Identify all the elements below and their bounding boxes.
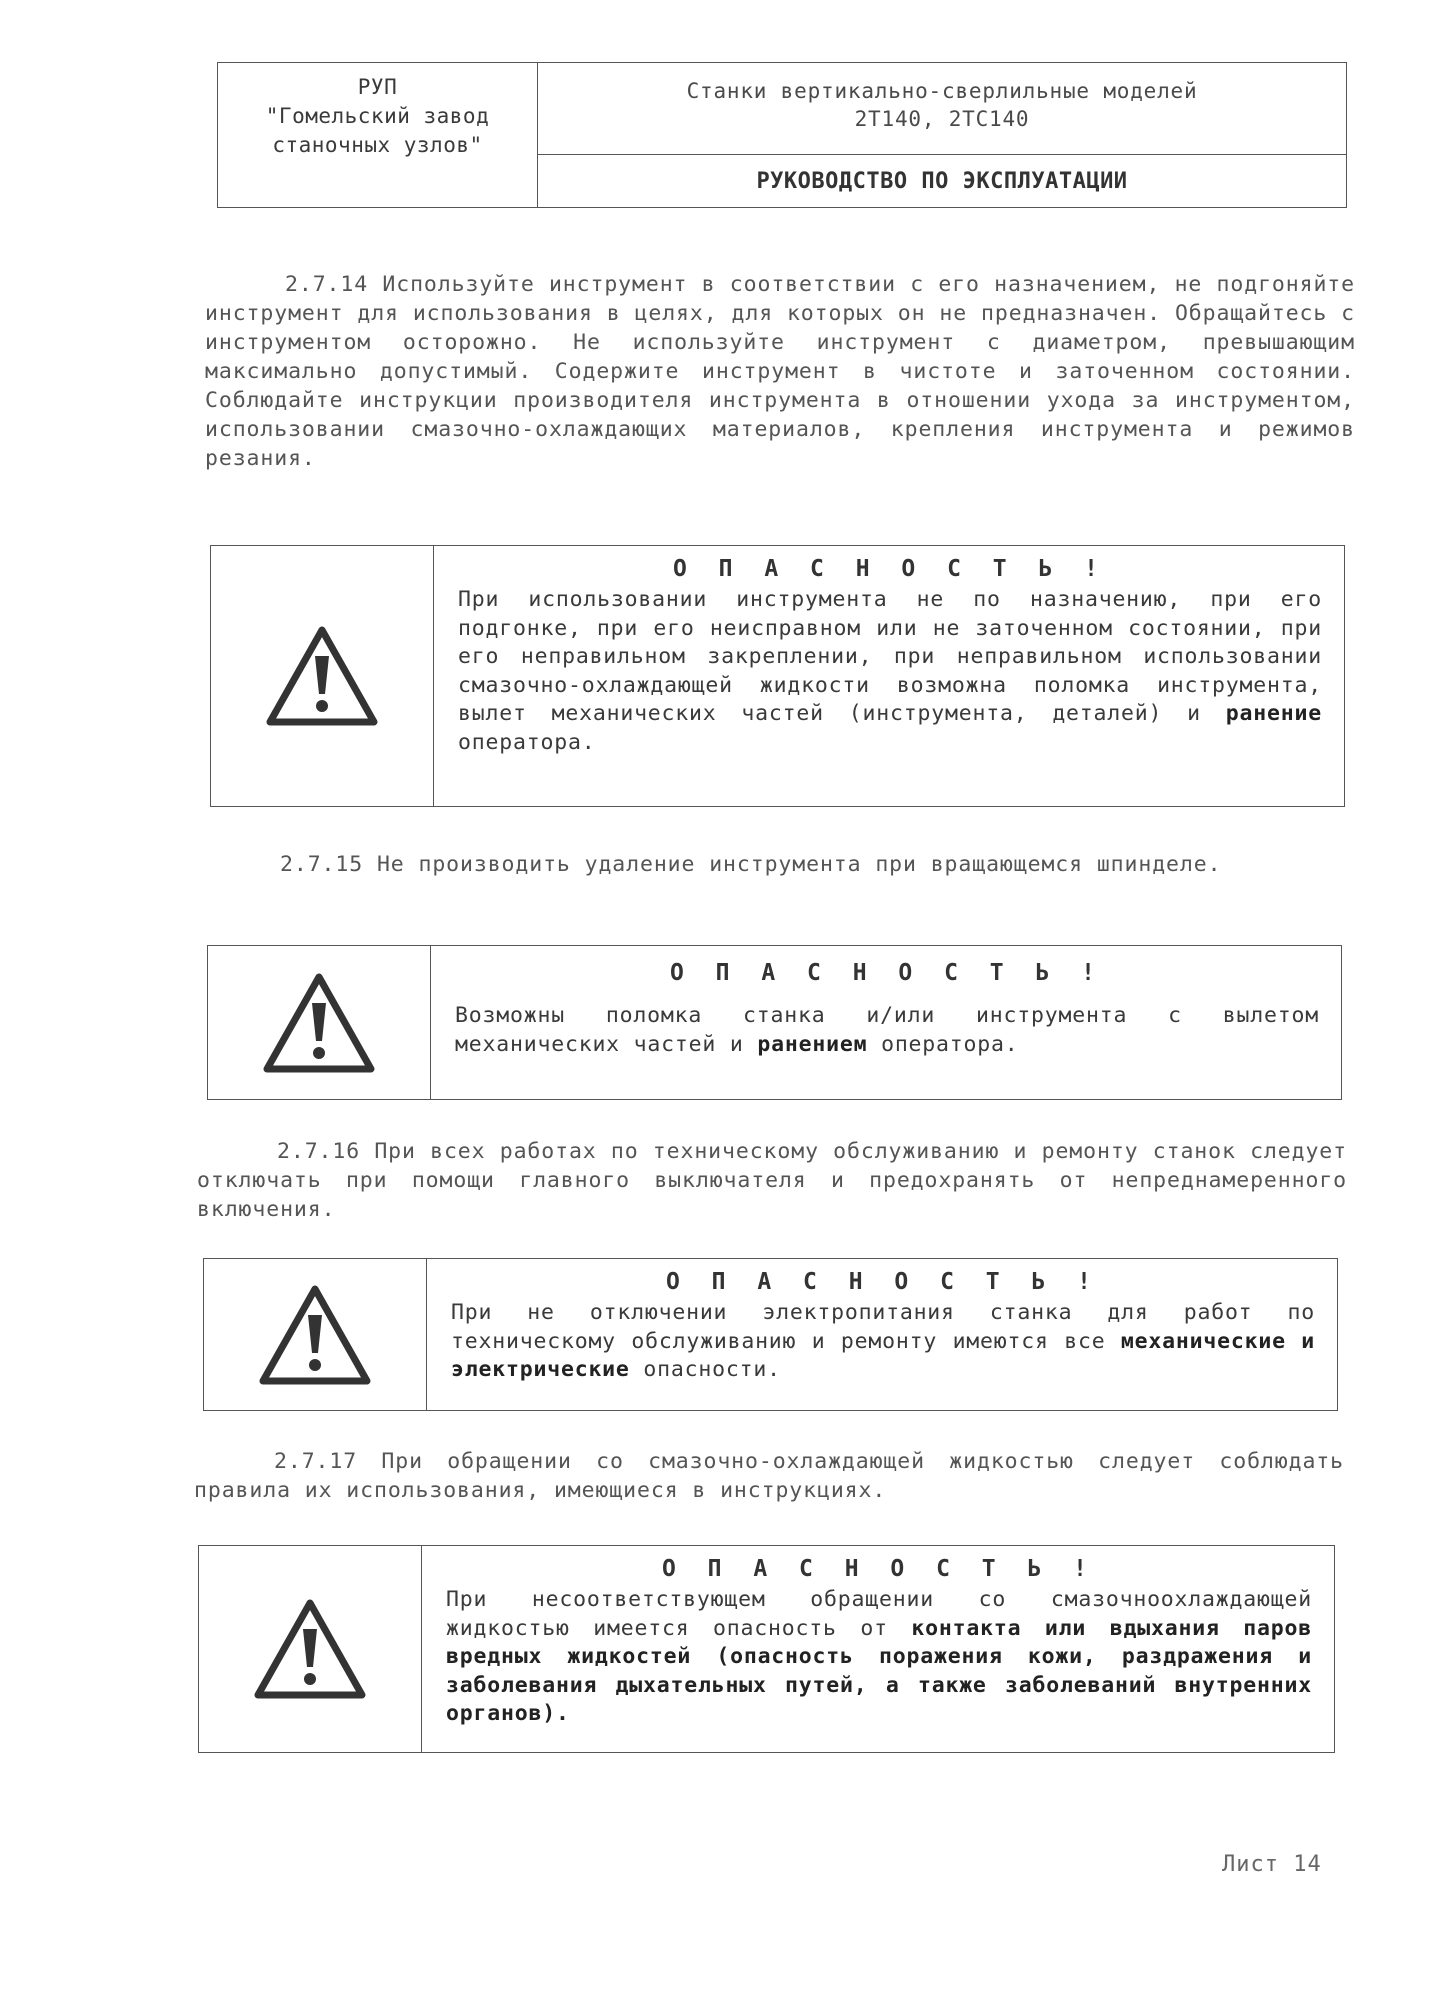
- warning-triangle-icon: [252, 1597, 368, 1701]
- section-text: При всех работах по техническому обслуживанию и ремонту станок следует отключать при помощи главного выключателя и предохранять от непреднамеренного включения.: [197, 1139, 1347, 1222]
- danger-icon-cell: [204, 1259, 427, 1410]
- section-2-7-16: [197, 1137, 1347, 1224]
- danger-text-main: При использовании инструмента не по назначению, при его подгонке, при его неисправном или не заточенном состоянии, при его неправильном закреплении, при неправильном использовании смазочно-охлаждающей жидкости возможна поломка инструмента, вылет механических частей (инструмента, деталей) и: [458, 587, 1322, 726]
- product-line-1: Станки вертикально-сверлильные моделей: [686, 79, 1198, 103]
- org-line-2: "Гомельский завод: [265, 104, 490, 128]
- danger-text: [451, 1299, 1315, 1385]
- danger-content: [427, 1259, 1337, 1410]
- danger-icon-cell: [211, 546, 434, 806]
- danger-content: [434, 546, 1344, 806]
- danger-title: О П А С Н О С Т Ь !: [665, 1269, 1101, 1295]
- danger-text-tail: оператора.: [867, 1031, 1019, 1057]
- section-number: 2.7.14: [285, 272, 369, 297]
- document-type: РУКОВОДСТВО ПО ЭКСПЛУАТАЦИИ: [756, 168, 1128, 194]
- product-cell: [538, 63, 1346, 207]
- danger-text-tail: оператора.: [458, 729, 596, 755]
- section-number: 2.7.16: [277, 1139, 361, 1164]
- danger-text-emphasis: ранением: [757, 1031, 868, 1057]
- danger-text: [446, 1586, 1312, 1729]
- section-2-7-15: [200, 850, 1350, 879]
- danger-text-main: Возможны поломка станка и/или инструмента с вылетом механических частей и: [455, 1003, 1319, 1057]
- danger-box-2: [207, 945, 1342, 1100]
- danger-box-4: [198, 1545, 1335, 1753]
- warning-triangle-icon: [257, 1283, 373, 1387]
- org-line-1: РУП: [357, 75, 398, 99]
- org-line-3: станочных узлов": [272, 133, 483, 157]
- warning-triangle-icon: [264, 624, 380, 728]
- sheet-number: Лист 14: [1222, 1852, 1322, 1877]
- section-text: При обращении со смазочно-охлаждающей жидкостью следует соблюдать правила их использования, имеющиеся в инструкциях.: [194, 1449, 1344, 1503]
- danger-text-emphasis: механические и электрические: [451, 1328, 1316, 1382]
- danger-text-main: При не отключении электропитания станка для работ по техническому обслуживанию и ремонту имеются все: [451, 1300, 1315, 1354]
- danger-text-emphasis: ранение: [1225, 701, 1322, 726]
- danger-text-emphasis: контакта или вдыхания паров вредных жидкостей (опасность поражения кожи, раздражения и заболевания дыхательных путей, а также заболеваний внутренних органов).: [446, 1615, 1312, 1726]
- danger-box-1: [210, 545, 1345, 807]
- danger-content: [422, 1546, 1334, 1752]
- section-2-7-14: [205, 270, 1355, 473]
- danger-title: О П А С Н О С Т Ь !: [672, 556, 1108, 582]
- danger-content: [431, 946, 1341, 1099]
- danger-box-3: [203, 1258, 1338, 1411]
- danger-title: О П А С Н О С Т Ь !: [669, 960, 1105, 986]
- organization-cell: [218, 63, 538, 207]
- section-text: Используйте инструмент в соответствии с его назначением, не подгоняйте инструмент для использования в целях, для которых он не предназначен. Обращайтесь с инструментом осторожно. Не используйте инструмент с диаметром, превышающим максимально допустимый. Содержите инструмент в чистоте и заточенном состоянии. Соблюдайте инструкции производителя инструмента в отношении ухода за инструментом, использовании смазочно-охлаждающих материалов, крепления инструмента и режимов резания.: [205, 272, 1355, 471]
- section-number: 2.7.15: [280, 852, 364, 877]
- product-title: [538, 63, 1346, 155]
- danger-text: [458, 586, 1322, 757]
- section-2-7-17: [194, 1447, 1344, 1505]
- danger-title: О П А С Н О С Т Ь !: [661, 1556, 1097, 1582]
- danger-text-tail: опасности.: [629, 1357, 781, 1382]
- section-number: 2.7.17: [274, 1449, 358, 1474]
- danger-text-main: При несоответствующем обращении со смазочноохлаждающей жидкостью имеется опасность от: [446, 1587, 1312, 1641]
- warning-triangle-icon: [261, 971, 377, 1075]
- danger-text: [455, 1002, 1319, 1059]
- section-text: Не производить удаление инструмента при вращающемся шпинделе.: [376, 852, 1222, 877]
- danger-icon-cell: [208, 946, 431, 1099]
- title-block: [217, 62, 1347, 208]
- product-line-2: 2Т140, 2ТС140: [854, 107, 1030, 131]
- danger-icon-cell: [199, 1546, 422, 1752]
